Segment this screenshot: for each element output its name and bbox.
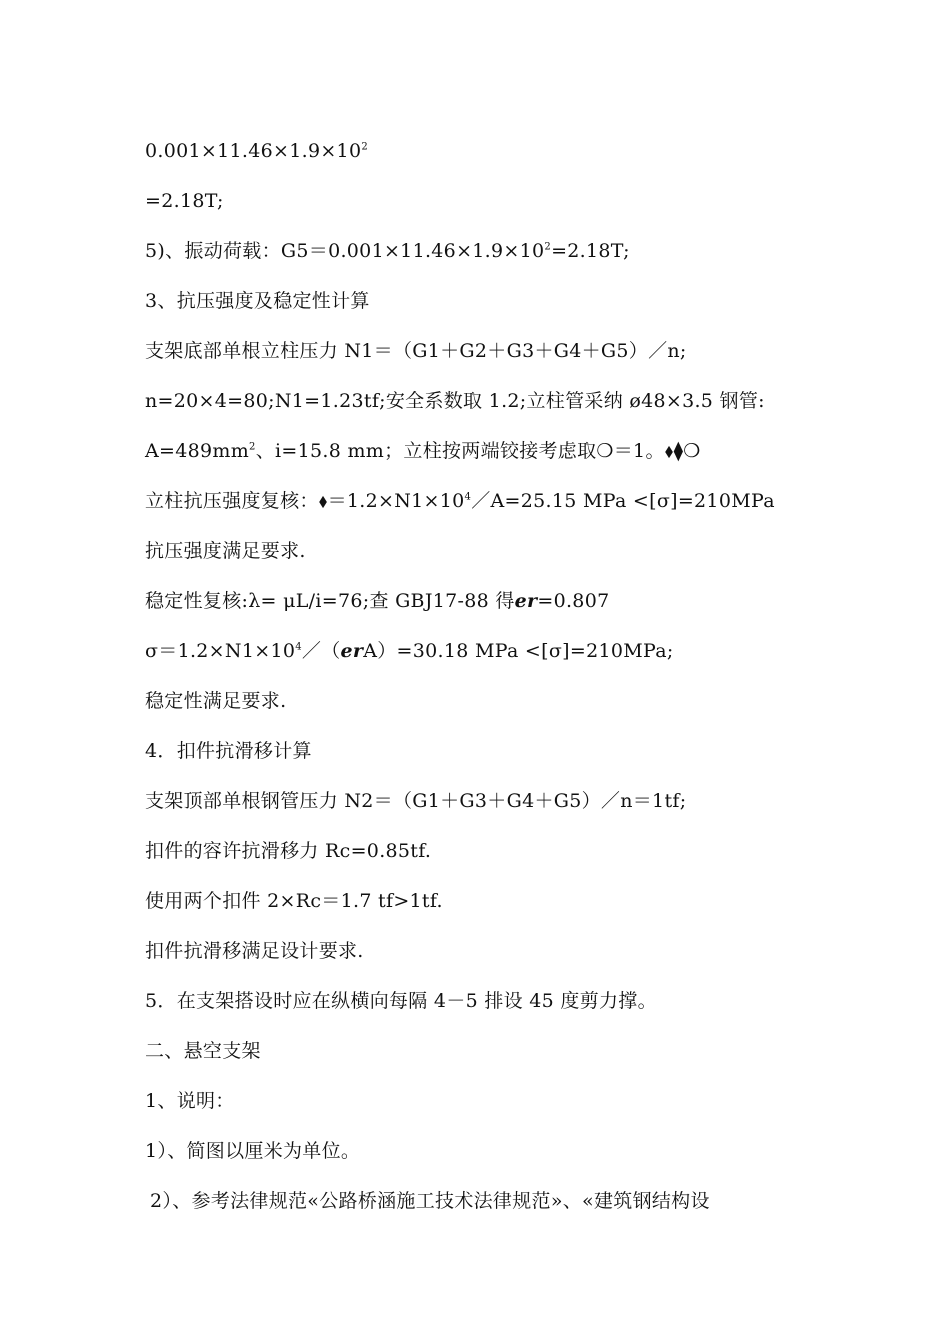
section-heading-5: 5．在支架搭设时应在纵横向每隔 4－5 排设 45 度剪力撑。 [145,990,657,1012]
body-line: 稳定性满足要求. [145,690,287,712]
formula-text: ／A=25.15 MPa <[σ]=210MPa [471,490,775,512]
formula-text: =2.18T; [551,240,630,262]
formula-text: A=489mm [145,440,250,462]
body-line: 抗压强度满足要求. [145,540,306,562]
symbol-glyph: ⬧ [318,490,328,512]
formula-text: ＝1。 [613,440,665,462]
chapter-heading: 二、悬空支架 [145,1040,261,1062]
body-line [145,588,609,614]
body-line: n=20×4=80;N1=1.23tf;安全系数取 1.2;立柱管采纳 ø48×3.5 钢管: [145,390,765,412]
body-line: 使用两个扣件 2×Rc＝1.7 tf>1tf. [145,890,443,912]
body-line: 支架底部单根立柱压力 N1＝（G1＋G2＋G3＋G4＋G5）／n; [145,340,687,362]
formula-text: ＝1.2×N1×10 [327,490,465,512]
body-line: 2）、参考法律规范«公路桥涵施工技术法律规范»、«建筑钢结构设 [150,1190,710,1212]
phi-symbol: er [514,590,538,612]
formula-text: σ＝1.2×N1×10 [145,640,296,662]
formula-text: 5)、振动荷载：G5＝0.001×11.46×1.9×10 [145,240,545,262]
body-line: 1、说明： [145,1090,235,1112]
body-line [145,438,701,464]
formula-line-2: =2.18T; [145,190,224,212]
superscript: 2 [361,141,369,153]
section-heading-3: 3、抗压强度及稳定性计算 [145,290,370,312]
superscript: 2 [249,441,256,453]
body-line: 1）、简图以厘米为单位。 [145,1140,361,1162]
superscript: 4 [464,491,472,503]
formula-text: ／（ [301,640,341,662]
phi-symbol: er [340,640,364,662]
formula-text: =0.807 [537,590,610,612]
body-line: 扣件的容许抗滑移力 Rc=0.85tf. [145,840,432,862]
body-line: 支架顶部单根钢管压力 N2＝（G1＋G3＋G4＋G5）／n＝1tf; [145,790,687,812]
body-line [145,638,674,664]
superscript: 4 [295,641,302,653]
symbol-glyph: ❍ [596,440,614,462]
formula-text: 立柱抗压强度复核： [145,490,319,512]
symbol-glyph: ⬧⧫❍ [664,440,701,462]
section-heading-4: 4．扣件抗滑移计算 [145,740,312,762]
vibration-load-line [145,238,630,264]
superscript: 2 [544,241,552,253]
body-line: 扣件抗滑移满足设计要求. [145,940,364,962]
body-line [145,488,775,514]
formula-text: 稳定性复核:λ= μL/i=76;查 GBJ17-88 得 [145,590,515,612]
formula-text: 0.001×11.46×1.9×10 [145,140,362,162]
formula-text: 、i=15.8 mm；立柱按两端铰接考虑取 [255,440,597,462]
formula-text: A）=30.18 MPa <[σ]=210MPa; [363,640,674,662]
formula-line-1 [145,138,368,164]
